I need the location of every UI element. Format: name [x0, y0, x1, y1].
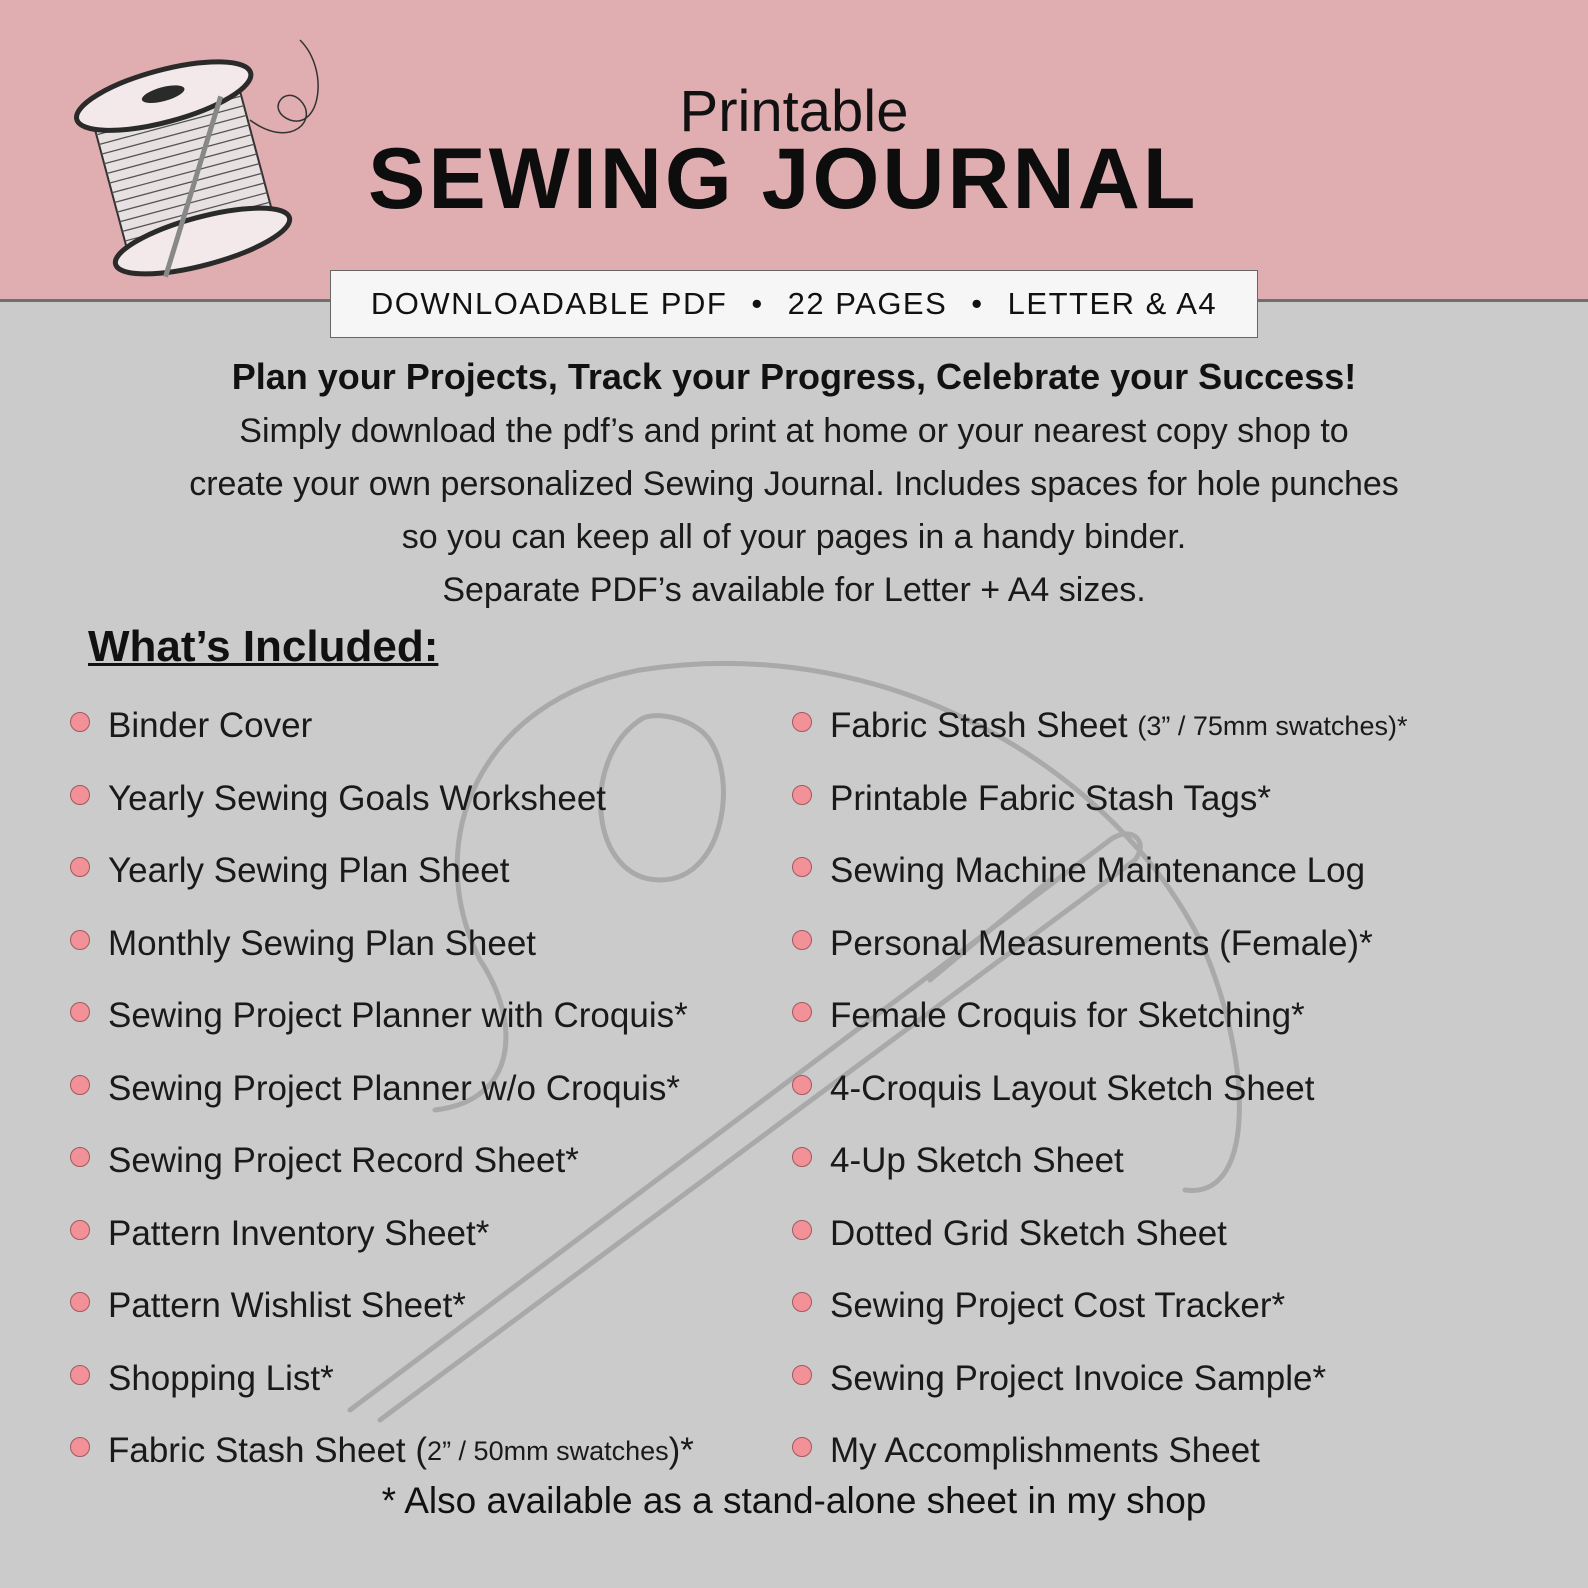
bullet-icon	[70, 1220, 90, 1240]
badge-pages: 22 PAGES	[787, 286, 948, 321]
item-label: Female Croquis for Sketching*	[830, 996, 1305, 1036]
list-item	[70, 980, 694, 1053]
bullet-icon	[792, 1147, 812, 1167]
bullet-icon	[792, 1075, 812, 1095]
list-item	[792, 980, 1407, 1053]
badge-separator: •	[751, 286, 764, 321]
bullet-icon	[70, 857, 90, 877]
item-label: Monthly Sewing Plan Sheet	[108, 923, 537, 963]
item-label: Fabric Stash Sheet (	[108, 1431, 428, 1471]
list-item	[70, 1125, 694, 1198]
item-label: Dotted Grid Sketch Sheet	[830, 1213, 1227, 1253]
bullet-icon	[70, 1147, 90, 1167]
thread-spool-icon	[60, 30, 330, 280]
description-line: Simply download the pdf’s and print at home or your nearest copy shop to	[239, 412, 1349, 450]
bullet-icon	[792, 712, 812, 732]
item-label: Yearly Sewing Plan Sheet	[108, 851, 510, 891]
badge-sizes: LETTER & A4	[1007, 286, 1218, 321]
list-item	[70, 908, 694, 981]
item-label: Sewing Project Invoice Sample*	[830, 1358, 1327, 1398]
description-line: Separate PDF’s available for Letter + A4 sizes.	[442, 571, 1146, 609]
list-item	[792, 1053, 1407, 1126]
footnote: * Also available as a stand-alone sheet in my shop	[381, 1480, 1207, 1521]
list-item	[792, 763, 1407, 836]
item-label: Sewing Project Cost Tracker*	[830, 1286, 1286, 1326]
bullet-icon	[70, 930, 90, 950]
list-item	[70, 1198, 694, 1271]
item-note: 2” / 50mm swatches	[427, 1435, 669, 1466]
right-item-list	[792, 690, 1407, 1488]
item-label: My Accomplishments Sheet	[830, 1431, 1260, 1471]
list-item	[792, 1125, 1407, 1198]
item-label: 4-Croquis Layout Sketch Sheet	[830, 1068, 1315, 1108]
bullet-icon	[792, 1220, 812, 1240]
list-item	[70, 1415, 694, 1488]
item-label: Shopping List*	[108, 1358, 334, 1398]
tagline: Plan your Projects, Track your Progress, Celebrate your Success!	[231, 356, 1357, 397]
list-item	[70, 1053, 694, 1126]
list-item	[792, 908, 1407, 981]
item-label: Sewing Project Record Sheet*	[108, 1141, 579, 1181]
format-badge	[330, 270, 1258, 338]
page-title: SEWING JOURNAL	[368, 131, 1199, 227]
list-item	[70, 835, 694, 908]
item-label: Binder Cover	[108, 706, 313, 746]
left-item-list	[70, 690, 694, 1488]
item-label: Pattern Wishlist Sheet*	[108, 1286, 466, 1326]
item-label: Printable Fabric Stash Tags*	[830, 778, 1271, 818]
bullet-icon	[70, 1292, 90, 1312]
list-item	[70, 1343, 694, 1416]
item-label: Pattern Inventory Sheet*	[108, 1213, 490, 1253]
list-item	[70, 690, 694, 763]
badge-format: DOWNLOADABLE PDF	[370, 286, 728, 321]
item-label: Sewing Project Planner with Croquis*	[108, 996, 688, 1036]
list-item	[70, 1270, 694, 1343]
list-item	[792, 1343, 1407, 1416]
bullet-icon	[792, 1365, 812, 1385]
list-item	[792, 1198, 1407, 1271]
badge-separator: •	[971, 286, 984, 321]
list-item	[792, 690, 1407, 763]
included-heading: What’s Included:	[88, 622, 439, 671]
pre-title: Printable	[679, 79, 909, 144]
item-label: 4-Up Sketch Sheet	[830, 1141, 1124, 1181]
item-label: Fabric Stash Sheet	[830, 706, 1138, 746]
item-note: (3” / 75mm swatches)*	[1137, 710, 1408, 741]
item-label: Yearly Sewing Goals Worksheet	[108, 778, 607, 818]
list-item	[792, 1270, 1407, 1343]
list-item	[792, 835, 1407, 908]
description-line: so you can keep all of your pages in a handy binder.	[401, 518, 1187, 556]
item-label: Sewing Machine Maintenance Log	[830, 851, 1366, 891]
bullet-icon	[792, 857, 812, 877]
item-suffix: )*	[668, 1431, 694, 1471]
item-label: Personal Measurements (Female)*	[830, 923, 1373, 963]
bullet-icon	[70, 1002, 90, 1022]
description-line: create your own personalized Sewing Journal. Includes spaces for hole punches	[189, 465, 1399, 503]
bullet-icon	[70, 785, 90, 805]
bullet-icon	[792, 785, 812, 805]
bullet-icon	[792, 1002, 812, 1022]
bullet-icon	[792, 1437, 812, 1457]
bullet-icon	[792, 930, 812, 950]
list-item	[792, 1415, 1407, 1488]
item-label: Sewing Project Planner w/o Croquis*	[108, 1068, 680, 1108]
bullet-icon	[792, 1292, 812, 1312]
bullet-icon	[70, 712, 90, 732]
bullet-icon	[70, 1365, 90, 1385]
list-item	[70, 763, 694, 836]
bullet-icon	[70, 1075, 90, 1095]
header-banner	[0, 0, 1588, 302]
description	[0, 405, 1588, 617]
bullet-icon	[70, 1437, 90, 1457]
